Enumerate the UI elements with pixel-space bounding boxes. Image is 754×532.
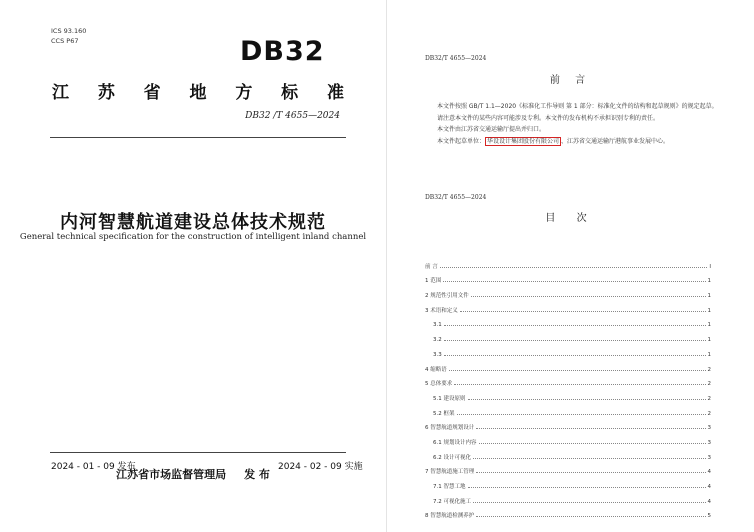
- toc-entry-label: 3.3: [433, 351, 442, 358]
- toc-entry[interactable]: [425, 505, 711, 520]
- toc-entry-label: 6.1 规划设计内容: [433, 439, 477, 446]
- ccs-code: CCS P67: [51, 37, 79, 45]
- toc-entry-label: 6 智慧航道规划设计: [425, 425, 475, 432]
- toc-entry[interactable]: [425, 284, 711, 299]
- toc-leader-dots: [473, 458, 706, 459]
- toc-entry[interactable]: [425, 490, 711, 505]
- toc-leader-dots: [454, 384, 705, 385]
- document-title-en: General technical specification for the construction of intelligent inland channel: [19, 232, 367, 242]
- toc-entry[interactable]: [425, 387, 711, 402]
- toc-entry-page: 4: [707, 498, 711, 505]
- toc-entry[interactable]: [425, 373, 711, 388]
- toc-entry-page: 4: [707, 469, 711, 476]
- toc-entry-page: 2: [707, 410, 711, 417]
- toc-leader-dots: [473, 502, 706, 503]
- toc-entry-label: 7.1 智慧工地: [433, 484, 466, 490]
- foreword-paragraph: 本文件按照 GB/T 1.1—2020《标准化工作导则 第 1 部分：标准化文件的结构和起草规则》的规定起草。: [437, 103, 718, 110]
- top-rule: [50, 137, 346, 138]
- issuing-authority: [0, 466, 386, 482]
- toc-leader-dots: [476, 428, 705, 429]
- standard-number: DB32 /T 4655—2024: [245, 111, 340, 121]
- level-char: 地: [189, 83, 207, 103]
- classification-codes: [51, 26, 86, 46]
- toc-leader-dots: [471, 296, 706, 297]
- toc-entry-page: 1: [707, 337, 711, 344]
- toc-entry[interactable]: [425, 402, 711, 417]
- issuer-name: 江苏省市场监督管理局: [116, 468, 227, 481]
- foreword-paragraph: 请注意本文件的某些内容可能涉及专利。本文件的发布机构不承担识别专利的责任。: [437, 114, 660, 122]
- level-char: 江: [52, 83, 69, 103]
- issue-date: 2024 - 01 - 09 发布: [51, 462, 136, 472]
- toc-entry-page: 1: [707, 307, 711, 314]
- toc-entry[interactable]: [425, 328, 711, 343]
- toc-entry-page: 1: [707, 293, 711, 300]
- bottom-rule: [50, 452, 346, 453]
- toc-entry-label: 3 术语和定义: [425, 307, 458, 314]
- toc-entry-page: 1: [707, 278, 711, 285]
- toc-entry[interactable]: [425, 446, 711, 461]
- foreword-paragraph: 本文件由江苏省交通运输厅提出并归口。: [437, 126, 546, 133]
- toc-entry-page: 3: [707, 439, 711, 446]
- toc-entry-label: 7.2 可视化施工: [433, 498, 471, 505]
- toc-entry-label: 6.2 设计可视化: [433, 454, 471, 461]
- toc-leader-dots: [444, 340, 706, 341]
- toc-entry[interactable]: [425, 358, 711, 373]
- toc-entry-page: 2: [707, 381, 711, 388]
- toc-leader-dots: [468, 487, 706, 488]
- toc-leader-dots: [444, 325, 706, 326]
- toc-entry-label: 2 规范性引用文件: [425, 293, 469, 300]
- foreword-header-ref: DB32/T 4655—2024: [425, 55, 487, 62]
- toc-leader-dots: [460, 311, 706, 312]
- toc-leader-dots: [476, 472, 705, 473]
- toc-entry-label: 5 总体要求: [425, 381, 453, 388]
- toc-entry-label: 5.1 建设原则: [433, 395, 466, 402]
- toc-entry-page: 4: [707, 484, 711, 490]
- toc-entry-label: 1 范围: [425, 278, 442, 285]
- implementation-date: 2024 - 02 - 09 实施: [278, 462, 363, 472]
- toc-entry[interactable]: [425, 270, 711, 285]
- level-char: 方: [235, 83, 253, 103]
- contents-title: 目 次: [545, 213, 596, 224]
- toc-leader-dots: [476, 516, 705, 517]
- db32-logo: DB32: [240, 36, 325, 67]
- toc-entry-label: 5.2 框架: [433, 410, 455, 417]
- toc-entry-label: 前 言: [425, 263, 438, 270]
- toc-leader-dots: [479, 443, 706, 444]
- toc-entry-label: 3.1: [433, 322, 442, 329]
- toc-entry[interactable]: [425, 417, 711, 432]
- toc-entry[interactable]: [425, 475, 711, 490]
- level-char: 苏: [97, 83, 115, 103]
- toc-entry-label: 4 缩略语: [425, 366, 447, 373]
- inner-pages: [387, 0, 754, 532]
- toc-entry-page: 1: [707, 322, 711, 329]
- toc-entry-page: 3: [707, 454, 711, 461]
- toc-entry[interactable]: [425, 255, 711, 270]
- toc-entry[interactable]: [425, 343, 711, 358]
- toc-entry-page: 1: [707, 351, 711, 358]
- toc-entry[interactable]: [425, 299, 711, 314]
- toc-entry-page: 2: [707, 366, 711, 373]
- toc-leader-dots: [440, 267, 708, 268]
- toc-leader-dots: [444, 355, 706, 356]
- toc-entry[interactable]: [425, 314, 711, 329]
- toc-entry-page: 5: [707, 513, 711, 520]
- ics-code: ICS 93.160: [51, 27, 87, 35]
- contents-header-ref: DB32/T 4655—2024: [425, 194, 487, 201]
- toc-entry-page: I: [709, 263, 711, 270]
- table-of-contents: [425, 255, 711, 519]
- toc-leader-dots: [468, 399, 706, 400]
- toc-entry[interactable]: [425, 461, 711, 476]
- toc-leader-dots: [449, 370, 706, 371]
- toc-leader-dots: [443, 281, 705, 282]
- toc-entry-label: 3.2: [433, 337, 442, 344]
- highlighted-drafter: 华设设计集团股份有限公司: [487, 137, 560, 145]
- foreword-paragraph-drafters: 本文件起草单位： 华设设计集团股份有限公司 、江苏省交通运输厅港航事业发展中心。: [437, 137, 670, 145]
- level-char: 准: [326, 83, 344, 103]
- document-title-zh: 内河智慧航道建设总体技术规范: [60, 212, 326, 233]
- level-char: 标: [281, 83, 299, 103]
- level-char: 省: [143, 83, 161, 103]
- issuer-suffix: 发 布: [244, 468, 270, 481]
- toc-entry-label: 8 智慧航道检测养护: [425, 513, 475, 520]
- standard-level-title: [52, 78, 344, 103]
- toc-entry-page: 3: [707, 425, 711, 432]
- foreword-body: [425, 101, 719, 147]
- toc-leader-dots: [457, 414, 706, 415]
- toc-entry-label: 7 智慧航道施工管理: [425, 469, 475, 476]
- toc-entry[interactable]: [425, 431, 711, 446]
- toc-entry-page: 2: [707, 395, 711, 402]
- foreword-title: 前 言: [549, 75, 592, 86]
